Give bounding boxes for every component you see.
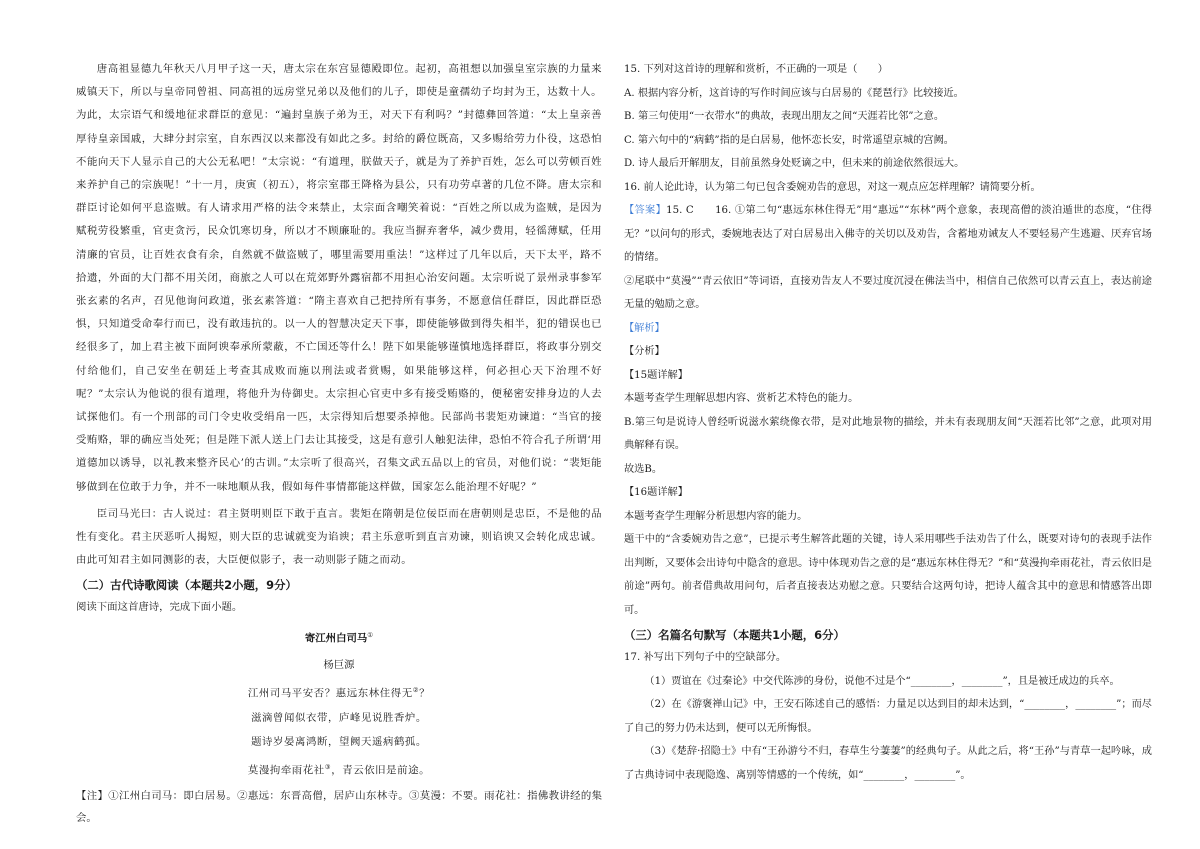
poem-line (76, 678, 602, 706)
detail-15-body: B.第三句是说诗人曾经听说滋水萦绕像衣带，是对此地景物的描绘，并未有表现朋友间“天涯若比邻”之意，此项对用典解释有误。 (624, 416, 1152, 451)
poetry-instruction: 阅读下面这首唐诗，完成下面小题。 (76, 601, 243, 614)
poem-block (76, 622, 602, 782)
poem-footnote: 【注】①江州白司马：即白居易。②惠远：东晋高僧，居庐山东林寺。③莫漫：不要。雨花社：指佛教讲经的集会。 (76, 789, 602, 824)
detail-15-heading: 【15题详解】 (624, 369, 688, 381)
answer-block (624, 199, 1152, 270)
analysis-tag: 【解析】 (624, 322, 665, 334)
right-column (624, 58, 1152, 787)
option-b: B. 第三句使用“一衣带水”的典故，表现出朋友之间“天涯若比邻”之意。 (624, 111, 945, 122)
passage-paragraph: 唐高祖显德九年秋天八月甲子这一天，唐太宗在东宫显德殿即位。起初，高祖想以加强皇室宗族的力量来威镇天下，所以与皇帝同曾祖、同高祖的远房堂兄弟以及他们的儿子，即使是童孺幼子均封为王，达数十人。为此，太宗语气和缓地征求群臣的意见：“遍封皇族子弟为王，对天下有利吗？”封德彝回答道：“太上皇亲善厚待皇亲国戚，大肆分封宗室，自东西汉以来都没有如此之多。封给的爵位既高，又多赐给劳力仆役，这恐怕不能向天下人显示自己的大公无私吧！”太宗说：“有道理，朕做天子，就是为了养护百姓，怎么可以劳顿百姓来养护自己的宗族呢！”十一月，庚寅（初五），将宗室郡王降格为县公，只有功劳卓著的几位不降。唐太宗和群臣讨论如何平息盗贼。有人请求用严格的法令来禁止，太宗面含嘲笑着说：“百姓之所以成为盗贼，是因为赋税劳役繁重，官吏贪污，民众饥寒切身，所以才不顾廉耻的。我应当摒弃奢华，减少费用，轻徭薄赋，任用清廉的官员，让百姓衣食有余，自然就不做盗贼了，哪里需要用重法！”这样过了几年以后，天下太平，路不拾遗，外面的大门都不用关闭，商旅之人可以在荒郊野外露宿都不用担心治安问题。太宗听说了景州录事参军张玄素的名声，召见他询问政道，张玄素答道：“隋主喜欢自己把持所有事务，不愿意信任群臣，因此群臣恐惧，只知道受命奉行而已，没有敢违抗的。以一人的智慧决定天下事，即使能够做到得失相半，犯的错误也已经很多了，加上君主被下面阿谀奉承所蒙蔽，不亡国还等什么！陛下如果能够谨慎地选择群臣，将政事分别交付给他们，自己安坐在朝廷上考查其成败而施以刑法或者赏赐，如果能够这样，何必担心天下治理不好呢？”太宗认为他说的很有道理，将他升为侍御史。太宗担心官吏中多有接受贿赂的，便秘密安排身边的人去试探他们。有一个刑部的司门令史收受绢帛一匹，太宗得知后想要杀掉他。民部尚书裴矩劝谏道：“当官的接受贿赂，罪的确应当处死；但是陛下派人送上门去让其接受，这是有意引人触犯法律，恐怕不符合孔子所谓‘用道德加以诱导，以礼教来整齐民心’的古训。”太宗听了很高兴，召集文武五品以上的官员，对他们说：“裴矩能够做到在位敢于力争，并不一味地顺从我，假如每件事情都能这样做，国家怎么能治理不好呢？” (76, 63, 602, 493)
poem-line (76, 730, 602, 755)
poem-line-text: 江州司马平安否？惠远东林住得无 (247, 687, 413, 700)
sima-guang-comment: 臣司马光曰：古人说过：君主贤明则臣下敢于直言。裴矩在隋朝是位佞臣而在唐朝则是忠臣，不是他的品性有变化。君主厌恶听人揭短，则大臣的忠诚就变为谄谀；君主乐意听到直言劝谏，则谄谀又会转化成忠诚。由此可知君主如同测影的表，大臣便似影子，表一动则影子随之而动。 (76, 507, 602, 567)
option-a: A. 根据内容分析，这首诗的写作时间应该与白居易的《琵琶行》比较接近。 (624, 87, 964, 99)
detail-15-line: 本题考查学生理解思想内容、赏析艺术特色的能力。 (624, 393, 859, 404)
poem-title (76, 622, 602, 651)
detail-16-line: 本题考查学生理解分析思想内容的能力。 (624, 510, 808, 522)
option-c: C. 第六句中的“病鹤”指的是白居易，他怀恋长安，时常遥望京城的宫阙。 (624, 134, 954, 146)
section-title-recitation: （三）名篇名句默写（本题共1小题，6分） (624, 628, 845, 642)
footnote-marker: ① (367, 631, 374, 640)
poem-line-text: 滋滴曾闻似衣带，庐峰见说胜香炉。 (251, 711, 427, 724)
question-17: 17. 补写出下列句子中的空缺部分。 (624, 652, 787, 663)
detail-16-body: 题干中的“含委婉劝告之意”，已提示考生解答此题的关键，诗人采用哪些手法劝告了什么，既要对诗句的表现手法作出判断，又要体会出诗句中隐含的意思。诗中体现劝告之意的是“惠远东林住得无？”和“莫漫拘牵雨花社，青云依旧是前途”两句。前者借典故用问句，后者直接表达劝慰之意。只要结合这两句诗，把诗人蕴含其中的意思和情感答出即可。 (624, 534, 1152, 616)
poem-line-text: 题诗岁晏离鸿断，望阙天遥病鹤孤。 (251, 736, 427, 749)
answer-text: 15. C 16. ①第二句“惠远东林住得无”用“惠远”“东林”两个意象，表现高僧的淡泊遁世的态度，“住得无？”以问句的形式，委婉地表达了对白居易出入佛寺的关切以及劝告，含蓄地劝诫友人不要轻易产生逃避、厌弃官场的情绪。 (624, 205, 1152, 263)
question-16: 16. 前人论此诗，认为第二句已包含委婉劝告的意思，对这一观点应怎样理解？请简要分析。 (624, 181, 1041, 193)
left-column (76, 58, 602, 829)
section-title-poetry: （二）古代诗歌阅读（本题共2小题，9分） (76, 578, 297, 593)
poem-line-text: ？ (419, 687, 431, 700)
poem-line-text: ，青云依旧是前途。 (331, 764, 431, 777)
option-d: D. 诗人最后开解朋友，目前虽然身处贬谪之中，但未来的前途依然很远大。 (624, 158, 965, 169)
poem-line (76, 755, 602, 783)
detail-16-heading: 【16题详解】 (624, 487, 688, 498)
footnote-marker: ③ (324, 762, 332, 771)
poem-line-text: 莫漫拘牵雨花社 (247, 764, 325, 777)
poem-title-text: 寄江州白司马 (304, 632, 368, 645)
poem-line (76, 706, 602, 731)
question-17-1: （1）贾谊在《过秦论》中交代陈涉的身份，说他不过是个“________，________”，且是被迁成边的兵卒。 (644, 675, 1120, 687)
poem-author: 杨巨源 (323, 658, 355, 671)
footnote-marker: ② (412, 685, 420, 694)
question-17-3: （3）《楚辞·招隐士》中有“王孙游兮不归，春草生兮萋萋”的经典句子。从此之后，将“王孙”与青草一起吟咏，成了古典诗词中表现隐逸、离别等情感的一个传统，如“________，________”。 (624, 746, 1152, 781)
analysis-label: 【分析】 (624, 346, 665, 357)
detail-15-conclusion: 故选B。 (624, 463, 663, 475)
question-15: 15. 下列对这首诗的理解和赏析，不正确的一项是（ ） (624, 64, 888, 75)
question-17-2: （2）在《游褒禅山记》中，王安石陈述自己的感悟：力量足以达到目的却未达到，“________，________”；而尽了自己的努力仍未达到，便可以无所悔恨。 (624, 699, 1152, 734)
answer-tag: 【答案】 (624, 205, 667, 216)
answer-text-2: ②尾联中“莫漫”“青云依旧”等词语，直接劝告友人不要过度沉浸在佛法当中，相信自己依然可以青云直上，表达前途无量的勉励之意。 (624, 275, 1152, 310)
